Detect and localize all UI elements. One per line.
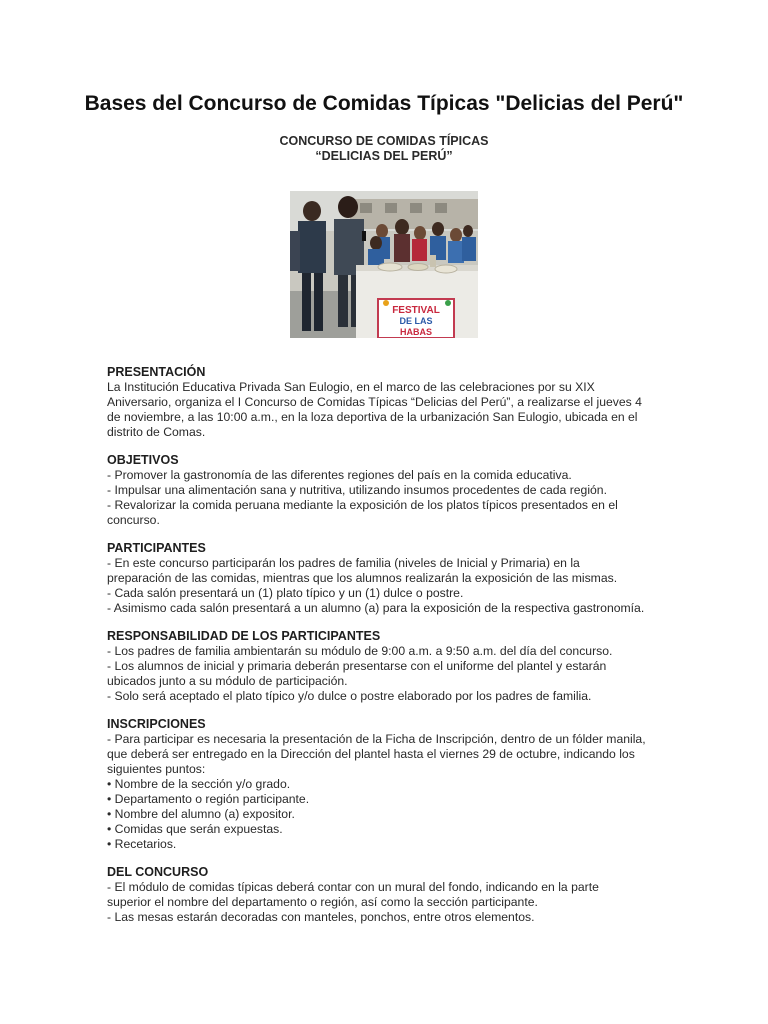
text-line: - El módulo de comidas típicas deberá contar con un mural del fondo, indicando en la parte [107, 880, 599, 894]
contest-header-line-2: “DELICIAS DEL PERÚ” [315, 149, 453, 163]
bullet-item: • Recetarios. [107, 837, 177, 851]
text-line: superior el nombre del departamento o región, así como la sección participante. [107, 895, 538, 909]
section-heading: OBJETIVOS [107, 453, 179, 467]
section-heading: PARTICIPANTES [107, 541, 206, 555]
text-line: - Los alumnos de inicial y primaria deberán presentarse con el uniforme del plantel y estarán [107, 659, 607, 673]
document-body [107, 365, 667, 938]
section-heading: PRESENTACIÓN [107, 365, 206, 379]
text-line: - Las mesas estarán decoradas con manteles, ponchos, entre otros elementos. [107, 910, 535, 924]
banner-text-3: HABAS [399, 327, 433, 337]
contest-header-line-1: CONCURSO DE COMIDAS TÍPICAS [279, 134, 489, 148]
text-line: siguientes puntos: [107, 762, 206, 776]
text-line: preparación de las comidas, mientras que los alumnos realizarán la exposición de las mismas. [107, 571, 618, 585]
text-line: - Asimismo cada salón presentará a un alumno (a) para la exposición de la respectiva gastronomía. [107, 601, 645, 615]
section-responsabilidad [107, 629, 667, 704]
section-del-concurso [107, 865, 667, 925]
document-title: Bases del Concurso de Comidas Típicas "Delicias del Perú" [84, 92, 684, 115]
text-line: de noviembre, a las 10:00 a.m., en la loza deportiva de la urbanización San Eulogio, ubicada en el [107, 410, 638, 424]
text-line: Aniversario, organiza el I Concurso de Comidas Típicas “Delicias del Perú”, a realizarse el jueves 4 [107, 395, 642, 409]
text-line: - Revalorizar la comida peruana mediante la exposición de los platos típicos presentados en el [107, 498, 618, 512]
text-line: - En este concurso participarán los padres de familia (niveles de Inicial y Primaria) en la [107, 556, 580, 570]
section-heading: INSCRIPCIONES [107, 717, 206, 731]
banner-text-1: FESTIVAL [392, 305, 440, 316]
text-line: distrito de Comas. [107, 425, 206, 439]
text-line: - Cada salón presentará un (1) plato típico y un (1) dulce o postre. [107, 586, 464, 600]
text-line: ubicados junto a su módulo de participación. [107, 674, 348, 688]
bullet-item: • Comidas que serán expuestas. [107, 822, 283, 836]
text-line: concurso. [107, 513, 160, 527]
text-line: La Institución Educativa Privada San Eulogio, en el marco de las celebraciones por su XIX [107, 380, 595, 394]
contest-header [0, 134, 768, 164]
text-line: - Solo será aceptado el plato típico y/o dulce o postre elaborado por los padres de familia. [107, 689, 592, 703]
section-objetivos [107, 453, 667, 528]
bullet-item: • Nombre del alumno (a) expositor. [107, 807, 295, 821]
text-line: - Los padres de familia ambientarán su módulo de 9:00 a.m. a 9:50 a.m. del día del concurso. [107, 644, 613, 658]
section-presentacion [107, 365, 667, 440]
section-participantes [107, 541, 667, 616]
event-photo [290, 191, 478, 338]
text-line: - Para participar es necesaria la presentación de la Ficha de Inscripción, dentro de un fólder manila, [107, 732, 646, 746]
bullet-item: • Nombre de la sección y/o grado. [107, 777, 291, 791]
section-heading: RESPONSABILIDAD DE LOS PARTICIPANTES [107, 629, 381, 643]
text-line: - Impulsar una alimentación sana y nutritiva, utilizando insumos procedentes de cada región. [107, 483, 607, 497]
text-line: que deberá ser entregado en la Dirección del plantel hasta el viernes 29 de octubre, indicando los [107, 747, 635, 761]
section-heading: DEL CONCURSO [107, 865, 209, 879]
banner-text-2: DE LAS [399, 316, 433, 326]
text-line: - Promover la gastronomía de las diferentes regiones del país en la comida educativa. [107, 468, 572, 482]
bullet-item: • Departamento o región participante. [107, 792, 310, 806]
section-inscripciones [107, 717, 667, 852]
